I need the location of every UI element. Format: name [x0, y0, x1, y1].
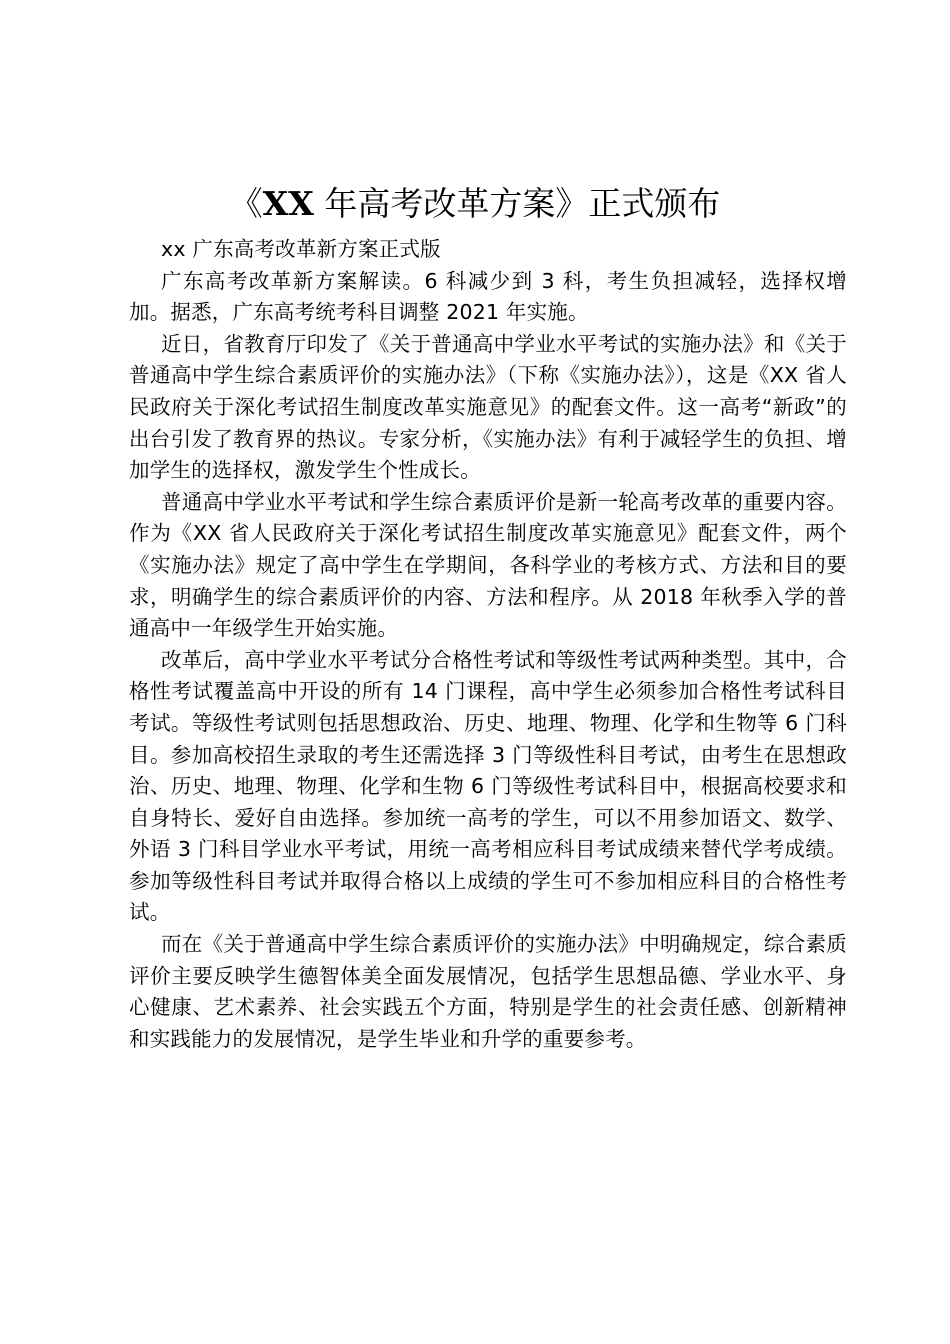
title-rest: 年高考改革方案》正式颁布	[313, 184, 721, 223]
subtitle-paragraph: xx 广东高考改革新方案正式版	[161, 237, 441, 261]
title-latin: XX	[262, 184, 314, 223]
body-paragraph: 而在《关于普通高中学生综合素质评价的实施办法》中明确规定，综合素质评价主要反映学生德智体美全面发展情况，包括学生思想品德、学业水平、身心健康、艺术素养、社会实践五个方面，特别是学生的社会责任感、创新精神和实践能力的发展情况，是学生毕业和升学的重要参考。	[129, 932, 847, 1051]
title-prefix: 《	[229, 184, 263, 223]
document-body	[129, 234, 847, 1055]
body-paragraph: 改革后，高中学业水平考试分合格性考试和等级性考试两种类型。其中，合格性考试覆盖高中开设的所有 14 门课程，高中学生必须参加合格性考试科目考试。等级性考试则包括思想政治、历史、地理、物理、化学和生物等 6 门科目。参加高校招生录取的考生还需选择 3 门等级性科目考试，由考生在思想政治、历史、地理、物理、化学和生物 6 门等级性考试科目中，根据高校要求和自身特长、爱好自由选择。参加统一高考的学生，可以不用参加语文、数学、外语 3 门科目学业水平考试，用统一高考相应科目考试成绩来替代学考成绩。参加等级性科目考试并取得合格以上成绩的学生可不参加相应科目的合格性考试。	[129, 647, 847, 925]
document-title	[0, 180, 950, 228]
body-paragraph: 近日，省教育厅印发了《关于普通高中学业水平考试的实施办法》和《关于普通高中学生综合素质评价的实施办法》（下称《实施办法》），这是《XX 省人民政府关于深化考试招生制度改革实施意见》的配套文件。这一高考“新政”的出台引发了教育界的热议。专家分析，《实施办法》有利于减轻学生的负担、增加学生的选择权，激发学生个性成长。	[129, 331, 847, 483]
body-paragraph: 广东高考改革新方案解读。6 科减少到 3 科，考生负担减轻，选择权增加。据悉，广东高考统考科目调整 2021 年实施。	[129, 268, 847, 325]
body-paragraph: 普通高中学业水平考试和学生综合素质评价是新一轮高考改革的重要内容。作为《XX 省人民政府关于深化考试招生制度改革实施意见》配套文件，两个《实施办法》规定了高中学生在学期间，各科学业的考核方式、方法和目的要求，明确学生的综合素质评价的内容、方法和程序。从 2018 年秋季入学的普通高中一年级学生开始实施。	[129, 489, 847, 641]
